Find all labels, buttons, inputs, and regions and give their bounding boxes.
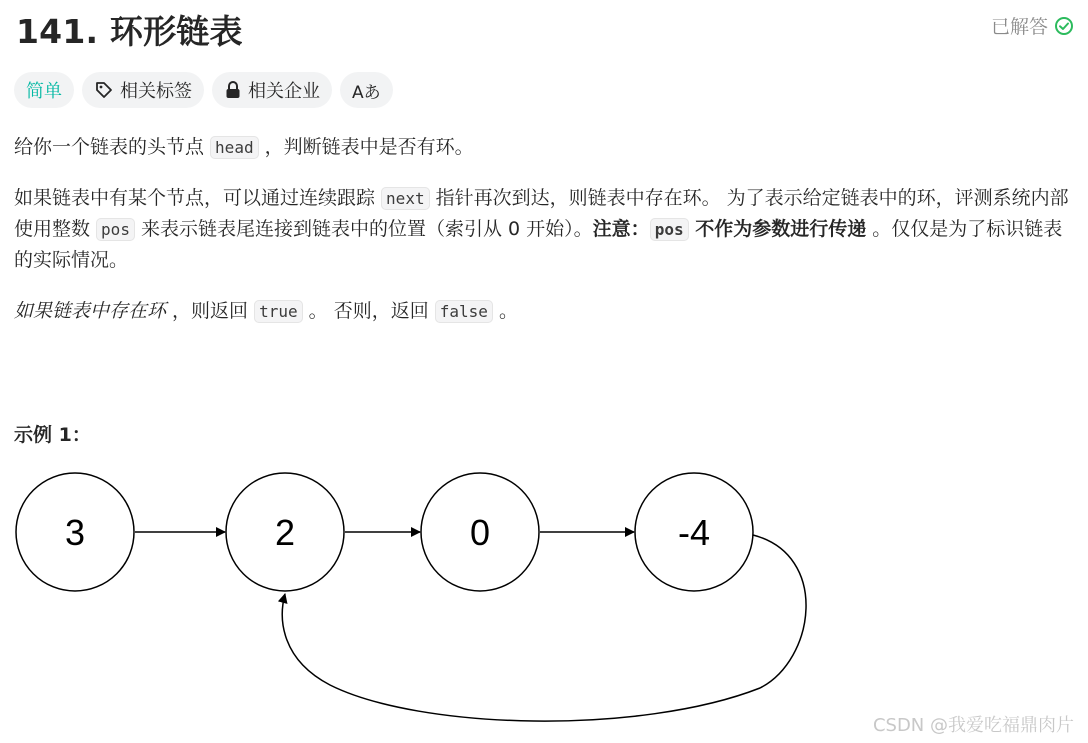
code-true: true [254, 300, 303, 323]
lock-icon [224, 80, 242, 100]
check-circle-icon [1054, 16, 1074, 36]
text-span: 如果链表中有某个节点，可以通过连续跟踪 [14, 187, 382, 209]
node-value: 0 [469, 512, 491, 553]
watermark: CSDN @我爱吃福鼎肉片 [872, 715, 1074, 736]
difficulty-label: 简单 [26, 81, 62, 102]
related-tags-button[interactable] [82, 72, 204, 108]
solved-status [991, 12, 1074, 39]
translate-icon-label: Aあ [352, 82, 381, 103]
text-span: 。仅仅是为了标识链表的实际情况。 [14, 218, 1063, 271]
bold-note-text: 不作为参数进行传递 [688, 218, 867, 240]
code-false: false [435, 300, 493, 323]
translate-button[interactable] [340, 72, 393, 108]
italic-text: 如果链表中存在环 [14, 300, 167, 322]
node-0 [16, 473, 134, 591]
description-paragraph-2 [14, 183, 1074, 276]
text-span: 。 [492, 300, 518, 322]
node-value: 2 [274, 512, 296, 553]
code-head: head [210, 136, 259, 159]
description-paragraph-1 [14, 132, 1074, 163]
description-paragraph-3 [14, 296, 1074, 327]
text-span: 给你一个链表的头节点 [14, 136, 211, 158]
code-pos: pos [650, 218, 689, 241]
difficulty-badge [14, 72, 74, 108]
node-value: 3 [64, 512, 86, 553]
text-span: ，则返回 [166, 300, 255, 322]
related-companies-button[interactable] [212, 72, 332, 108]
node-value: -4 [677, 512, 711, 553]
text-span: 来表示链表尾连接到链表中的位置（索引从 0 开始）。 [134, 218, 593, 240]
bold-note-label: 注意： [592, 218, 650, 240]
text-span: ，判断链表中是否有环。 [258, 136, 474, 158]
code-pos: pos [96, 218, 135, 241]
linked-list-diagram [0, 460, 830, 730]
code-next: next [381, 187, 430, 210]
problem-title: 141. 环形链表 [16, 12, 243, 51]
text-span: 。 否则，返回 [302, 300, 435, 322]
text-span: 指针再次到达，则链表中存在环。 为了表示给定链表中的环，评测系统内部使用整数 [14, 187, 1069, 240]
tag-icon [94, 80, 114, 100]
related-companies-label: 相关企业 [248, 81, 320, 102]
example-title: 示例 1： [14, 424, 91, 446]
solved-label: 已解答 [990, 16, 1048, 38]
node-2 [421, 473, 539, 591]
node-1 [226, 473, 344, 591]
related-tags-label: 相关标签 [120, 81, 192, 102]
translate-icon [352, 78, 381, 103]
problem-description [14, 132, 1074, 347]
node-3 [635, 473, 753, 591]
tag-bar [14, 72, 393, 108]
